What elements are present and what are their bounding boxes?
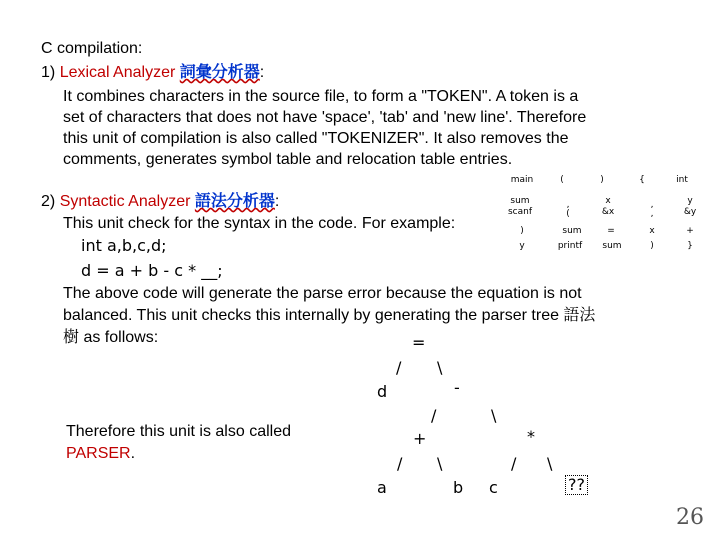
therefore-line: Therefore this unit is also called: [66, 423, 291, 440]
tree-leaf-a: a: [377, 478, 387, 497]
token-cell: +: [686, 226, 694, 236]
item2-label: Syntactic Analyzer: [59, 193, 191, 210]
token-cell: {: [639, 175, 645, 185]
token-cell: scanf: [507, 207, 533, 217]
token-cell: int: [676, 175, 688, 185]
tree-leaf-unknown: ??: [565, 475, 588, 495]
token-row: [502, 172, 702, 188]
page-number: 26: [676, 505, 704, 530]
item2-after-line-2: balanced. This unit checks this internally by generating the parser tree 語法: [63, 307, 596, 324]
tree-edge: /: [396, 358, 402, 377]
item1-chinese: 詞彙分析器: [179, 64, 260, 81]
tree-node-plus: +: [413, 429, 427, 448]
token-cell: ,: [650, 200, 654, 210]
item1-line-2: set of characters that does not have 'space', 'tab' and 'new line'. Therefore: [63, 109, 587, 126]
token-cell: }: [687, 241, 693, 251]
token-cell: sum: [602, 241, 622, 251]
token-table: [502, 172, 702, 188]
item2-intro: This unit check for the syntax in the code. For example:: [63, 215, 456, 232]
item2-number: 2): [41, 193, 56, 210]
item1-number: 1): [41, 64, 56, 81]
token-cell: ,: [566, 200, 570, 210]
token-cell: &y: [683, 207, 697, 217]
token-cell: y: [519, 241, 525, 251]
item1-line-4: comments, generates symbol table and relocation table entries.: [63, 151, 513, 168]
tree-edge: /: [431, 406, 437, 425]
item1-colon: :: [259, 64, 265, 81]
token-cell: sum: [510, 196, 530, 206]
item2-after-line-1: The above code will generate the parse error because the equation is not: [63, 285, 582, 302]
item1-heading: [41, 61, 264, 85]
code-line-1: int a,b,c,d;: [81, 236, 167, 255]
token-cell: ): [650, 241, 654, 251]
tree-leaf-b: b: [453, 478, 464, 497]
item1-label: Lexical Analyzer: [59, 64, 176, 81]
token-cell: x: [649, 226, 655, 236]
tree-edge: /: [397, 454, 403, 473]
token-cell: y: [687, 196, 693, 206]
tree-leaf-c: c: [489, 478, 498, 497]
parser-word: PARSER: [66, 445, 131, 462]
token-cell: main: [510, 175, 534, 185]
token-cell: sum: [562, 226, 582, 236]
code-line-2: d = a + b - c * __;: [81, 261, 223, 280]
tree-edge: \: [491, 406, 497, 425]
item2-heading: [41, 190, 279, 214]
tree-edge: \: [437, 358, 443, 377]
item2-chinese: 語法分析器: [194, 193, 275, 210]
tree-edge: \: [437, 454, 443, 473]
token-cell: =: [607, 226, 615, 236]
token-cell: ,: [650, 209, 654, 219]
token-cell: x: [605, 196, 611, 206]
tree-edge: \: [547, 454, 553, 473]
item2-after-line-3: 樹 as follows:: [63, 329, 159, 346]
token-cell: printf: [557, 241, 583, 251]
tree-node-minus: -: [454, 378, 460, 397]
token-cell: (: [560, 175, 564, 185]
slide-title: C compilation:: [41, 40, 143, 57]
token-cell: (: [566, 209, 570, 219]
token-cell: ): [600, 175, 604, 185]
item2-colon: :: [274, 193, 280, 210]
parser-line: [66, 442, 135, 466]
item1-line-1: It combines characters in the source file, to form a "TOKEN". A token is a: [63, 88, 579, 105]
tree-node-d: d: [377, 382, 388, 401]
token-cell: ): [520, 226, 524, 236]
token-cell: &x: [601, 207, 615, 217]
tree-edge: /: [511, 454, 517, 473]
item1-line-3: this unit of compilation is also called "TOKENIZER". It also removes the: [63, 130, 569, 147]
parser-period: .: [130, 445, 136, 462]
tree-root-equals: =: [412, 333, 426, 352]
tree-node-star: *: [527, 427, 535, 446]
